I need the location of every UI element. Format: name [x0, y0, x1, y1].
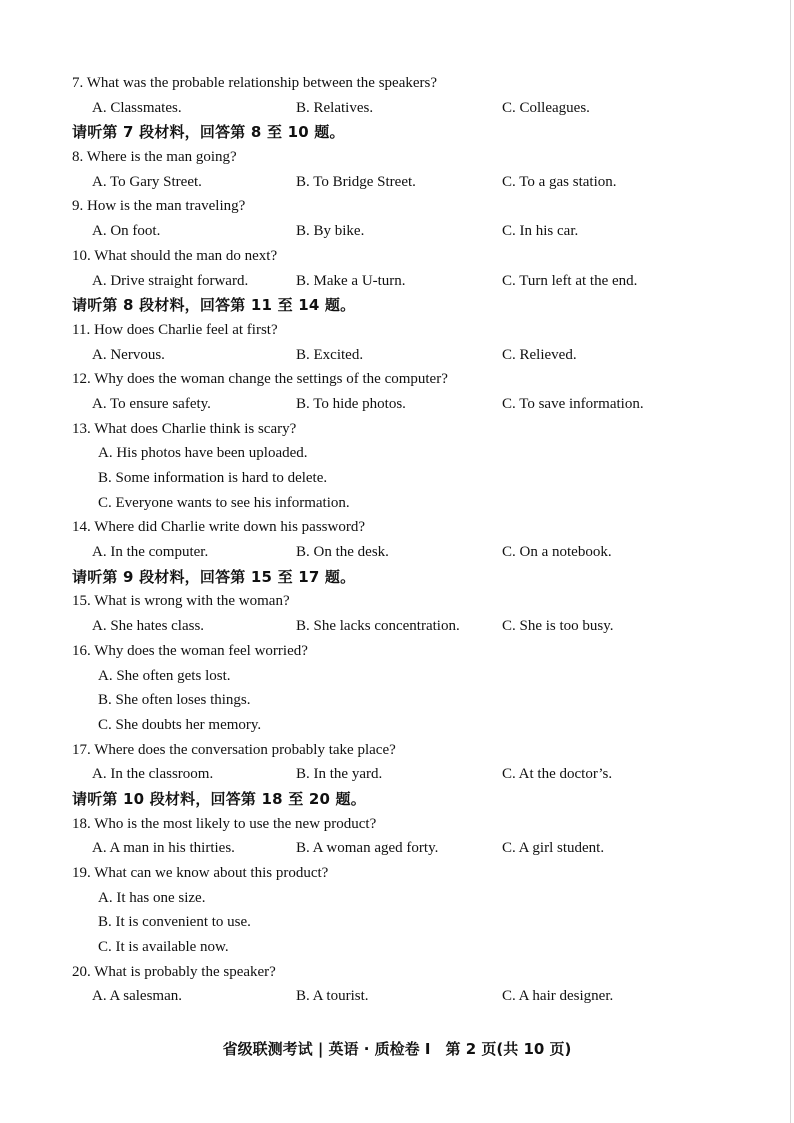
answer-option: C. Everyone wants to see his information.: [98, 494, 350, 511]
answer-option-b: B. Make a U-turn.: [296, 272, 406, 289]
question-stem: 20. What is probably the speaker?: [72, 963, 276, 980]
answer-option-b: B. Excited.: [296, 346, 364, 363]
answer-options-row: [72, 343, 772, 368]
answer-option: A. It has one size.: [98, 889, 206, 906]
question-stem: 8. Where is the man going?: [72, 149, 237, 166]
answer-option-c: C. A hair designer.: [502, 988, 614, 1005]
answer-options-row: [72, 96, 772, 121]
answer-option-b: B. A tourist.: [296, 988, 369, 1005]
answer-option-b: B. Relatives.: [296, 99, 374, 116]
answer-option-c: C. Colleagues.: [502, 99, 590, 116]
question-stem: 13. What does Charlie think is scary?: [72, 420, 297, 437]
question-list: [72, 71, 772, 1009]
answer-options-row: [72, 984, 772, 1009]
answer-options-row: [72, 219, 772, 244]
answer-option-b: B. A woman aged forty.: [296, 840, 439, 857]
answer-option: A. His photos have been uploaded.: [98, 445, 308, 462]
answer-option-c: C. In his car.: [502, 223, 579, 240]
question-stem: 12. Why does the woman change the settings of the computer?: [72, 371, 448, 388]
answer-option-a: A. In the computer.: [92, 544, 209, 561]
answer-option-c: C. Relieved.: [502, 346, 577, 363]
answer-option: C. It is available now.: [98, 939, 229, 956]
page-footer: 省级联测考试 | 英语 · 质检卷 Ⅰ 第 2 页(共 10 页): [222, 1040, 572, 1058]
question-stem: 18. Who is the most likely to use the new product?: [72, 815, 377, 832]
answer-option-a: A. Classmates.: [92, 99, 182, 116]
answer-option-b: B. In the yard.: [296, 766, 383, 783]
answer-option-a: A. Drive straight forward.: [92, 272, 249, 289]
section-instruction: 请听第 10 段材料，回答第 18 至 20 题。: [72, 789, 366, 808]
question-stem: 14. Where did Charlie write down his password?: [72, 519, 365, 536]
answer-option-b: B. To Bridge Street.: [296, 173, 416, 190]
answer-option-a: A. On foot.: [92, 223, 161, 240]
question-stem: 15. What is wrong with the woman?: [72, 593, 290, 610]
answer-option-b: B. She lacks concentration.: [296, 618, 460, 635]
answer-option-c: C. A girl student.: [502, 840, 605, 857]
question-stem: 7. What was the probable relationship between the speakers?: [72, 75, 438, 91]
section-instruction: 请听第 8 段材料，回答第 11 至 14 题。: [72, 296, 356, 315]
answer-options-row: [72, 614, 772, 639]
answer-options-row: [72, 392, 772, 417]
section-instruction: 请听第 7 段材料，回答第 8 至 10 题。: [72, 123, 345, 142]
question-stem: 17. Where does the conversation probably take place?: [72, 741, 396, 758]
answer-option-c: C. At the doctor’s.: [502, 766, 613, 783]
answer-option: A. She often gets lost.: [98, 667, 231, 684]
answer-option-c: C. To a gas station.: [502, 173, 617, 190]
answer-option-c: C. To save information.: [502, 395, 644, 412]
question-stem: 11. How does Charlie feel at first?: [72, 321, 278, 338]
answer-options-row: [72, 540, 772, 565]
answer-option-a: A. A salesman.: [92, 988, 182, 1005]
section-instruction: 请听第 9 段材料，回答第 15 至 17 题。: [72, 567, 356, 586]
answer-options-row: [72, 269, 772, 294]
answer-option-c: C. She is too busy.: [502, 618, 614, 635]
answer-option-b: B. On the desk.: [296, 544, 389, 561]
answer-option-a: A. She hates class.: [92, 618, 205, 635]
question-stem: 9. How is the man traveling?: [72, 198, 246, 215]
answer-options-row: [72, 170, 772, 195]
question-stem: 19. What can we know about this product?: [72, 865, 329, 881]
answer-option-a: A. A man in his thirties.: [92, 840, 235, 857]
answer-option: B. It is convenient to use.: [98, 914, 251, 931]
answer-option-a: A. To ensure safety.: [92, 395, 211, 412]
answer-option-a: A. To Gary Street.: [92, 173, 202, 190]
answer-option-b: B. To hide photos.: [296, 395, 406, 412]
page-edge-line: [790, 0, 791, 1123]
answer-option: B. She often loses things.: [98, 692, 251, 709]
question-stem: 10. What should the man do next?: [72, 247, 278, 264]
answer-option-c: C. On a notebook.: [502, 544, 612, 561]
answer-option: C. She doubts her memory.: [98, 716, 262, 733]
answer-option-a: A. In the classroom.: [92, 766, 214, 783]
answer-option: B. Some information is hard to delete.: [98, 470, 328, 486]
answer-option-a: A. Nervous.: [92, 346, 165, 363]
answer-options-row: [72, 762, 772, 787]
answer-option-b: B. By bike.: [296, 223, 365, 240]
answer-option-c: C. Turn left at the end.: [502, 272, 638, 289]
question-stem: 16. Why does the woman feel worried?: [72, 642, 308, 659]
answer-options-row: [72, 836, 772, 861]
